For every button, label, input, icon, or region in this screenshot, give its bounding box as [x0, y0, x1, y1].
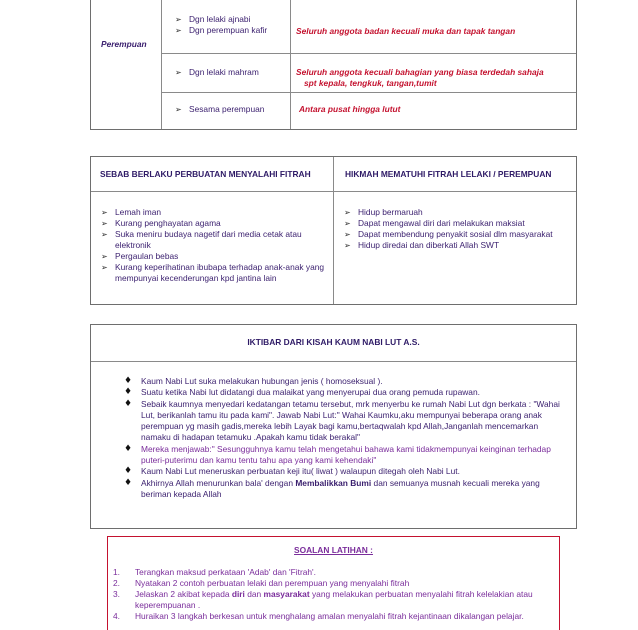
sebab-item: ➢ Kurang penghayatan agama	[101, 218, 329, 229]
text-run: Huraikan 3 langkah berkesan untuk menghalang amalan menyalahi fitrah kejantinaan dikalangan pelajar.	[135, 611, 524, 621]
iktibar-point	[121, 444, 569, 467]
sebab-item: ➢ Kurang keperihatinan ibubapa terhadap anak-anak yang mempunyai kecenderungan kpd jantina lain	[101, 262, 329, 284]
text-run: Kaum Nabi Lut meneruskan perbuatan keji itu( liwat ) walaupun ditegah oleh Nabi Lut.	[141, 466, 460, 477]
sebab-header: SEBAB BERLAKU PERBUATAN MENYALAHI FITRAH	[100, 169, 311, 179]
iktibar-point	[121, 376, 569, 387]
text-run: Terangkan maksud perkataan 'Adab' dan 'Fitrah'.	[135, 567, 316, 577]
text-run: Jelaskan 2 akibat kepada	[135, 589, 232, 599]
text-run: dan semuanya musnah kecuali mereka yang beriman kepada Allah	[141, 477, 540, 499]
aurat-row-1-limit: Seluruh anggota badan kecuali muka dan tapak tangan	[296, 26, 516, 36]
iktibar-title: IKTIBAR DARI KISAH KAUM NABI LUT A.S.	[247, 337, 420, 347]
sebab-item: ➢ Pergaulan bebas	[101, 251, 329, 262]
iktibar-point	[121, 478, 569, 501]
aurat-row-2-limit: Seluruh anggota kecuali bahagian yang biasa terdedah sahaja spt kepala, tengkuk, tangan,tumit	[296, 67, 544, 88]
emphasis-text: Membalikkan Bumi	[295, 477, 372, 488]
aurat-row-3-limit: Antara pusat hingga lutut	[299, 104, 401, 114]
soalan-title: SOALAN LATIHAN :	[294, 545, 373, 555]
question-number: 3.	[113, 589, 120, 599]
question-number: 2.	[113, 578, 120, 588]
hikmah-item: ➢ Dapat membendung penyakit sosial dlm masyarakat	[344, 229, 572, 240]
sebab-item: ➢ Suka meniru budaya nagetif dari media cetak atau elektronik	[101, 229, 329, 251]
soalan-question	[113, 567, 553, 578]
aurat-row-2-who	[175, 67, 287, 78]
soalan-question	[113, 589, 553, 611]
hikmah-header: HIKMAH MEMATUHI FITRAH LELAKI / PEREMPUAN	[345, 169, 552, 179]
text-run: Nyatakan 2 contoh perbuatan lelaki dan perempuan yang menyalahi fitrah	[135, 578, 410, 588]
hikmah-item: ➢ Hidup bermaruah	[344, 207, 572, 218]
who-item: ➢ Sesama perempuan	[175, 104, 287, 115]
soalan-question	[113, 611, 553, 622]
emphasis-text: masyarakat	[263, 589, 310, 599]
iktibar-points	[121, 376, 569, 500]
hikmah-item: ➢ Dapat mengawal diri dari melakukan maksiat	[344, 218, 572, 229]
who-item: ➢ Dgn perempuan kafir	[175, 25, 287, 36]
question-number: 1.	[113, 567, 120, 577]
who-item: ➢ Dgn lelaki mahram	[175, 67, 287, 78]
aurat-row-3-who	[175, 104, 287, 115]
sebab-item: ➢ Lemah iman	[101, 207, 329, 218]
hikmah-item: ➢ Hidup diredai dan diberkati Allah SWT	[344, 240, 572, 251]
who-item: ➢ Dgn lelaki ajnabi	[175, 14, 287, 25]
hikmah-list	[344, 207, 572, 251]
iktibar-point	[121, 466, 569, 477]
text-run: dan	[244, 589, 264, 599]
aurat-row-1-who	[175, 14, 287, 36]
text-run: Akhirnya Allah menurunkan bala' dengan	[141, 477, 296, 488]
question-number: 4.	[113, 611, 120, 621]
text-run: Sebaik kaumnya menyedari kedatangan tetamu tersebut, mrk menyerbu ke rumah Nabi Lut dgn berkata : "Wahai Lut, berikanlah tamu itu pada kami". Jawab Nabi Lut:" Wahai Kaumku,aku mempunyai beberapa orang anak perempuan yg masih gadis,mereka lebih Layak bagi kamu,bertaqwalah kpd Allah,Janganlah mencemarkan namaku di hadapan tetamuku .Apakah kamu tidak berakal"	[141, 398, 560, 443]
text-run: Kaum Nabi Lut suka melakukan hubungan jenis ( homoseksual ).	[141, 376, 383, 386]
iktibar-point	[121, 399, 569, 444]
soalan-questions	[113, 567, 553, 622]
sebab-list	[101, 207, 329, 284]
text-run: Suatu ketika Nabi lut didatangi dua malaikat yang menyerupai dua orang pemuda rupawan.	[141, 387, 480, 398]
soalan-question	[113, 578, 553, 589]
iktibar-point	[121, 387, 569, 398]
category-cell: Perempuan	[101, 39, 147, 49]
text-run: yang melakukan perbuatan menyalahi fitrah kelelakian atau keperempuanan .	[135, 589, 533, 610]
text-run: Mereka menjawab:" Sesungguhnya kamu telah mengetahui bahawa kami tidakmempunyai keinginan terhadap puteri-puterimu dan kamu tentu tahu apa yang kami kehendaki"	[141, 443, 551, 466]
emphasis-text: diri	[231, 589, 245, 599]
